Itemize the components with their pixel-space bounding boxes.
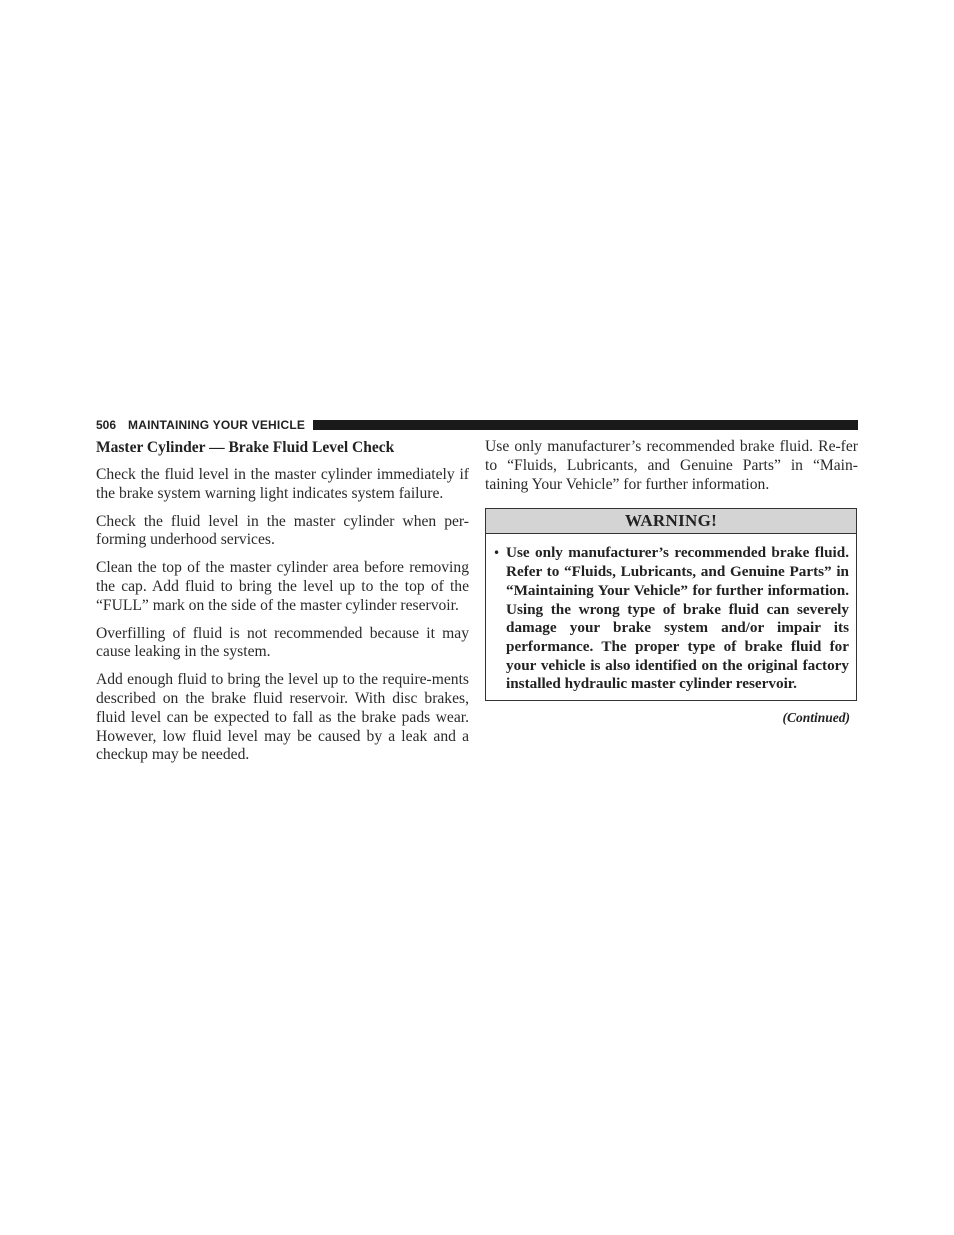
page-number: 506 <box>96 418 117 432</box>
left-column <box>96 438 469 774</box>
paragraph: Add enough fluid to bring the level up to the require-ments described on the brake fluid reservoir. With disc brakes, fluid level can be expected to fall as the brake pads wear. However, low fluid level may be caused by a leak and a checkup may be needed. <box>96 671 469 764</box>
warning-text: Use only manufacturer’s recommended brake fluid. Refer to “Fluids, Lubricants, and Genuine Parts” in “Maintaining Your Vehicle” for further information. Using the wrong type of brake fluid can severely damage your brake system and/or impair its performance. The proper type of brake fluid for your vehicle is also identified on the original factory installed hydraulic master cylinder reservoir. <box>506 544 849 693</box>
bullet-icon: • <box>493 546 501 561</box>
paragraph: Check the fluid level in the master cylinder when per-forming underhood services. <box>96 512 469 549</box>
warning-title: WARNING! <box>486 509 856 534</box>
page-header <box>96 416 858 434</box>
section-heading: Master Cylinder — Brake Fluid Level Check <box>96 439 395 456</box>
continued-label: (Continued) <box>782 710 850 726</box>
paragraph: Clean the top of the master cylinder area before removing the cap. Add fluid to bring the level up to the top of the “FULL” mark on the side of the master cylinder reservoir. <box>96 559 469 614</box>
paragraph: Check the fluid level in the master cylinder immediately if the brake system warning light indicates system failure. <box>96 466 469 502</box>
header-rule <box>313 420 858 430</box>
right-column <box>485 438 858 726</box>
warning-box <box>485 508 857 701</box>
warning-body <box>486 534 856 700</box>
section-title: MAINTAINING YOUR VEHICLE <box>128 418 306 432</box>
paragraph: Use only manufacturer’s recommended brake fluid. Re-fer to “Fluids, Lubricants, and Genuine Parts” in “Main-taining Your Vehicle” for further information. <box>485 438 858 493</box>
paragraph: Overfilling of fluid is not recommended because it may cause leaking in the system. <box>96 624 469 661</box>
